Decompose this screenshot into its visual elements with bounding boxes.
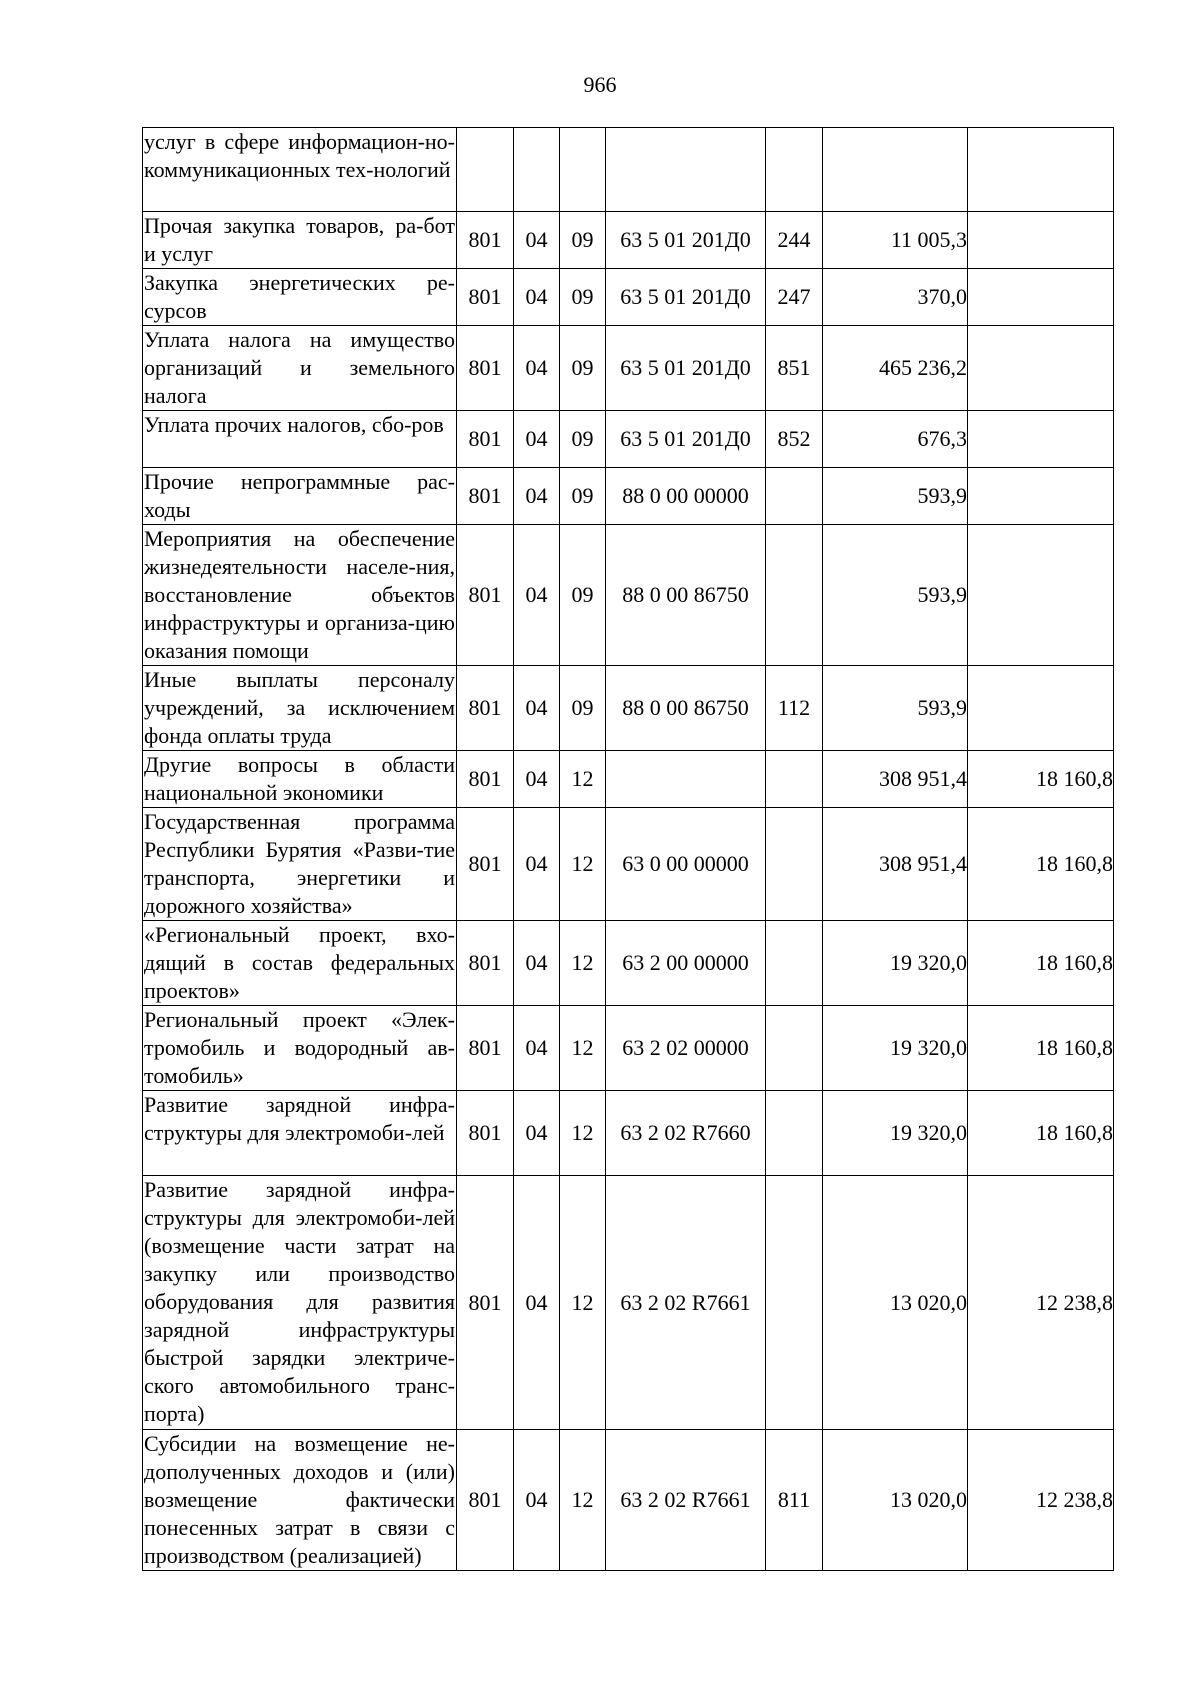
amount-cell: 308 951,4 — [823, 751, 968, 808]
amount-federal-cell: 12 238,8 — [968, 1430, 1114, 1571]
table-row — [143, 326, 1114, 411]
subsection-code-cell — [560, 128, 606, 212]
table-row — [143, 808, 1114, 921]
amount-cell: 11 005,3 — [823, 212, 968, 269]
ved-code-cell: 801 — [457, 921, 514, 1006]
amount-cell: 370,0 — [823, 269, 968, 326]
table-row — [143, 269, 1114, 326]
subsection-code-cell: 12 — [560, 1430, 606, 1571]
ved-code-cell: 801 — [457, 1176, 514, 1430]
section-code-cell: 04 — [514, 1091, 560, 1176]
amount-cell: 19 320,0 — [823, 921, 968, 1006]
expense-type-cell — [766, 751, 823, 808]
target-article-cell: 63 2 02 00000 — [606, 1006, 766, 1091]
amount-federal-cell — [968, 666, 1114, 751]
row-name-cell: Развитие зарядной инфра-структуры для электромоби-лей (возмещение части затрат на закупку или производство оборудования для развития зарядной инфраструктуры быстрой зарядки электриче-ского автомобильного транс-порта) — [143, 1176, 457, 1430]
table-row — [143, 751, 1114, 808]
ved-code-cell: 801 — [457, 1091, 514, 1176]
subsection-code-cell: 12 — [560, 921, 606, 1006]
budget-table — [142, 127, 1114, 1571]
section-code-cell: 04 — [514, 212, 560, 269]
target-article-cell: 63 2 02 R7660 — [606, 1091, 766, 1176]
target-article-cell: 88 0 00 00000 — [606, 468, 766, 525]
expense-type-cell — [766, 1091, 823, 1176]
amount-federal-cell: 12 238,8 — [968, 1176, 1114, 1430]
amount-federal-cell — [968, 326, 1114, 411]
section-code-cell: 04 — [514, 468, 560, 525]
section-code-cell: 04 — [514, 326, 560, 411]
row-name-cell: услуг в сфере информацион-но-коммуникационных тех-нологий — [143, 128, 457, 212]
target-article-cell: 63 0 00 00000 — [606, 808, 766, 921]
subsection-code-cell: 12 — [560, 1176, 606, 1430]
section-code-cell: 04 — [514, 666, 560, 751]
ved-code-cell: 801 — [457, 1006, 514, 1091]
page-number: 966 — [583, 72, 617, 97]
target-article-cell — [606, 128, 766, 212]
ved-code-cell: 801 — [457, 525, 514, 666]
table-row — [143, 1430, 1114, 1571]
target-article-cell: 63 5 01 201Д0 — [606, 411, 766, 468]
section-code-cell: 04 — [514, 411, 560, 468]
amount-cell: 465 236,2 — [823, 326, 968, 411]
row-name-cell: Другие вопросы в области национальной экономики — [143, 751, 457, 808]
table-row — [143, 921, 1114, 1006]
amount-federal-cell: 18 160,8 — [968, 808, 1114, 921]
amount-federal-cell — [968, 411, 1114, 468]
ved-code-cell: 801 — [457, 326, 514, 411]
expense-type-cell — [766, 1176, 823, 1430]
table-row — [143, 525, 1114, 666]
target-article-cell: 63 2 02 R7661 — [606, 1430, 766, 1571]
target-article-cell — [606, 751, 766, 808]
table-row — [143, 1176, 1114, 1430]
ved-code-cell — [457, 128, 514, 212]
table-row — [143, 212, 1114, 269]
amount-federal-cell: 18 160,8 — [968, 921, 1114, 1006]
row-name-cell: Региональный проект «Элек-тромобиль и водородный ав-томобиль» — [143, 1006, 457, 1091]
subsection-code-cell: 09 — [560, 212, 606, 269]
expense-type-cell: 811 — [766, 1430, 823, 1571]
row-name-cell: Иные выплаты персоналу учреждений, за исключением фонда оплаты труда — [143, 666, 457, 751]
amount-federal-cell: 18 160,8 — [968, 1091, 1114, 1176]
target-article-cell: 88 0 00 86750 — [606, 666, 766, 751]
table-row — [143, 1006, 1114, 1091]
row-name-cell: Государственная программа Республики Бурятия «Разви-тие транспорта, энергетики и дорожного хозяйства» — [143, 808, 457, 921]
target-article-cell: 63 5 01 201Д0 — [606, 212, 766, 269]
amount-cell: 13 020,0 — [823, 1176, 968, 1430]
amount-federal-cell: 18 160,8 — [968, 1006, 1114, 1091]
amount-cell — [823, 128, 968, 212]
ved-code-cell: 801 — [457, 751, 514, 808]
section-code-cell: 04 — [514, 1006, 560, 1091]
amount-cell: 676,3 — [823, 411, 968, 468]
table-row — [143, 666, 1114, 751]
amount-cell: 593,9 — [823, 666, 968, 751]
subsection-code-cell: 09 — [560, 525, 606, 666]
expense-type-cell — [766, 1006, 823, 1091]
subsection-code-cell: 12 — [560, 808, 606, 921]
subsection-code-cell: 09 — [560, 269, 606, 326]
amount-federal-cell — [968, 269, 1114, 326]
subsection-code-cell: 09 — [560, 326, 606, 411]
subsection-code-cell: 09 — [560, 468, 606, 525]
subsection-code-cell: 12 — [560, 751, 606, 808]
table-body — [143, 128, 1114, 1571]
amount-cell: 593,9 — [823, 525, 968, 666]
expense-type-cell: 851 — [766, 326, 823, 411]
expense-type-cell — [766, 468, 823, 525]
ved-code-cell: 801 — [457, 1430, 514, 1571]
section-code-cell: 04 — [514, 525, 560, 666]
ved-code-cell: 801 — [457, 666, 514, 751]
row-name-cell: Уплата налога на имущество организаций и земельного налога — [143, 326, 457, 411]
section-code-cell — [514, 128, 560, 212]
section-code-cell: 04 — [514, 269, 560, 326]
row-name-cell: Прочие непрограммные рас-ходы — [143, 468, 457, 525]
amount-federal-cell — [968, 468, 1114, 525]
row-name-cell: «Региональный проект, вхо-дящий в состав федеральных проектов» — [143, 921, 457, 1006]
target-article-cell: 63 5 01 201Д0 — [606, 326, 766, 411]
target-article-cell: 63 2 02 R7661 — [606, 1176, 766, 1430]
subsection-code-cell: 12 — [560, 1091, 606, 1176]
table-row — [143, 468, 1114, 525]
section-code-cell: 04 — [514, 1430, 560, 1571]
expense-type-cell: 112 — [766, 666, 823, 751]
expense-type-cell — [766, 808, 823, 921]
amount-cell: 19 320,0 — [823, 1006, 968, 1091]
amount-federal-cell — [968, 525, 1114, 666]
row-name-cell: Субсидии на возмещение не-дополученных доходов и (или) возмещение фактически понесенных затрат в связи с производством (реализацией) — [143, 1430, 457, 1571]
subsection-code-cell: 09 — [560, 666, 606, 751]
section-code-cell: 04 — [514, 751, 560, 808]
ved-code-cell: 801 — [457, 411, 514, 468]
table-row — [143, 128, 1114, 212]
table-row — [143, 411, 1114, 468]
ved-code-cell: 801 — [457, 269, 514, 326]
amount-federal-cell: 18 160,8 — [968, 751, 1114, 808]
amount-cell: 308 951,4 — [823, 808, 968, 921]
subsection-code-cell: 12 — [560, 1006, 606, 1091]
section-code-cell: 04 — [514, 1176, 560, 1430]
expense-type-cell: 244 — [766, 212, 823, 269]
expense-type-cell — [766, 525, 823, 666]
amount-federal-cell — [968, 212, 1114, 269]
ved-code-cell: 801 — [457, 468, 514, 525]
row-name-cell: Развитие зарядной инфра-структуры для электромоби-лей — [143, 1091, 457, 1176]
amount-federal-cell — [968, 128, 1114, 212]
target-article-cell: 63 5 01 201Д0 — [606, 269, 766, 326]
ved-code-cell: 801 — [457, 808, 514, 921]
target-article-cell: 63 2 00 00000 — [606, 921, 766, 1006]
amount-cell: 593,9 — [823, 468, 968, 525]
target-article-cell: 88 0 00 86750 — [606, 525, 766, 666]
expense-type-cell: 852 — [766, 411, 823, 468]
ved-code-cell: 801 — [457, 212, 514, 269]
subsection-code-cell: 09 — [560, 411, 606, 468]
amount-cell: 13 020,0 — [823, 1430, 968, 1571]
row-name-cell: Мероприятия на обеспечение жизнедеятельности населе-ния, восстановление объектов инфраструктуры и организа-цию оказания помощи — [143, 525, 457, 666]
expense-type-cell — [766, 128, 823, 212]
table-row — [143, 1091, 1114, 1176]
expense-type-cell: 247 — [766, 269, 823, 326]
expense-type-cell — [766, 921, 823, 1006]
row-name-cell: Закупка энергетических ре-сурсов — [143, 269, 457, 326]
row-name-cell: Уплата прочих налогов, сбо-ров — [143, 411, 457, 468]
amount-cell: 19 320,0 — [823, 1091, 968, 1176]
section-code-cell: 04 — [514, 921, 560, 1006]
section-code-cell: 04 — [514, 808, 560, 921]
row-name-cell: Прочая закупка товаров, ра-бот и услуг — [143, 212, 457, 269]
